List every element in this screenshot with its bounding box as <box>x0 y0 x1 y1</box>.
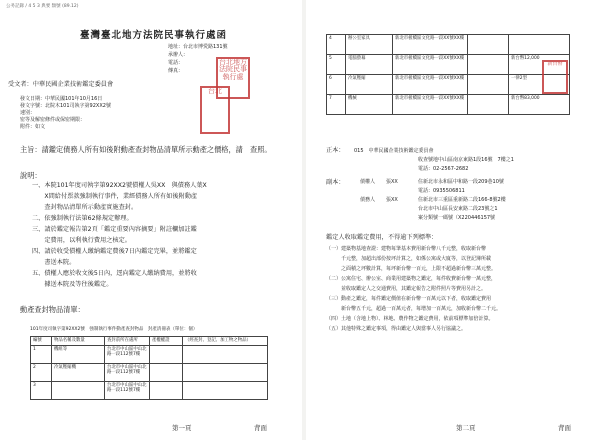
copy-role: 債務人 <box>360 197 376 203</box>
cc-line: 015 中華民國企業技術鑑定委員會 <box>354 148 434 154</box>
fee-item-line: （五）其他特殊之鑑定事項，得由鑑定人與當事人另行協議之。 <box>326 326 467 332</box>
fee-item-line: （四）土地（含地上物）、林地、農作物之鑑定費用，依前項標準加倍計算。 <box>326 316 494 322</box>
table-row <box>327 75 570 95</box>
row-number: 4 <box>327 35 346 55</box>
table-header-row <box>31 337 268 346</box>
item-line: 據送本院及等往後鑑定。 <box>32 281 113 288</box>
table-caption: 101年度司執字第92XX2號 強制執行事件動產查封物品 封產清冊表（單位：個） <box>30 327 198 332</box>
header-phone: 電話： <box>168 60 184 66</box>
page-back-label: 背面 <box>558 424 571 432</box>
recipient-line: 受文者：中華民國企業技術鑑定委員會 <box>8 81 114 88</box>
row-note <box>183 345 268 363</box>
item-line: 五、債權人應於收文後5日內，逕向鑑定人繳納費用，並將收 <box>32 270 197 277</box>
item-line: 定費用，以利執行費用之核定。 <box>32 237 131 244</box>
row-number: 3 <box>31 381 52 399</box>
header-cell: 查封前所在處所 <box>105 337 150 346</box>
row-item-name: 冷氣壓縮機 <box>52 363 105 381</box>
seal-stamp: 新台幣 <box>542 60 568 94</box>
meta-secrecy: 密等及解密條件或保密期限： <box>20 117 86 123</box>
court-seal-stamp: 台北地方法院民事執行處 <box>216 57 250 99</box>
row-number: 2 <box>31 363 52 381</box>
fee-item-line: （一）建築物基地查證：建物每筆基本費用新台幣八千元整，收取新台幣 <box>326 246 487 252</box>
fee-item-line: （三）動產之鑑定，每件鑑定價值在新台幣一百萬元以下者，收取鑑定費用 <box>326 296 492 302</box>
table-row <box>327 35 570 55</box>
header-cell: 物品名稱及數量 <box>52 337 105 346</box>
row-item-name: 機械 <box>346 95 393 115</box>
copy-name: 張XX <box>386 197 398 203</box>
page-number: 第一頁 <box>172 424 192 432</box>
subject-line: 主旨：請鑑定債務人所有如後附動產查封物品清單所示動產之價格，請 查照。 <box>20 145 272 154</box>
row-location: 台北市中山區中山北路一段112號7樓 <box>105 363 150 381</box>
item-line: 書送本院。 <box>32 259 76 266</box>
top-note: 公务記錄 / 4 5 3 典要 類號 (89.12) <box>6 4 79 9</box>
fee-item-line: （二）公寓住宅、辦公室、商業用建築物之鑑定，每件收費新台幣一萬元整， <box>326 276 497 282</box>
item-line: X間給付票款強制執行事件，業經債務人所有如後附動產 <box>32 193 198 200</box>
header-fax: 傳真： <box>168 68 184 74</box>
row-note <box>183 381 268 399</box>
copy-name: 張XX <box>386 179 398 185</box>
document-page-right <box>306 0 600 440</box>
row-location: 新北市板橋區文化路一段XX號XX樓 <box>393 95 468 115</box>
cc-label: 正本： <box>326 147 345 154</box>
cc-line: 收查號地中山區南京東路1段16號 7樓之1 <box>418 157 514 163</box>
fee-item-line: 千元整，加超出部份按坪計算之，如係公寓或大廈等，以登記簿所載 <box>326 256 492 262</box>
table-row <box>327 55 570 75</box>
meta-attachment: 附件：如文 <box>20 124 46 130</box>
table-row <box>31 363 268 381</box>
row-item-name: 辦公室家具 <box>346 35 393 55</box>
fee-item-line: 並收取鑑定人之交通費用，其鑑定報告之附件照片等費用另計之。 <box>326 286 487 292</box>
fee-item-line: 新台幣五千元，超過一百萬元者，每增加一百萬元，加收新台幣二千元。 <box>326 306 502 312</box>
item-line: 一、本院101年度司執字第92XX2號債權人吳XX 與債務人葉X <box>32 182 207 189</box>
row-number: 7 <box>327 95 346 115</box>
meta-date: 發文日期：中華民國101年10月16日 <box>20 96 103 102</box>
row-note <box>509 35 570 55</box>
seized-items-table <box>30 336 268 400</box>
row-location: 新北市板橋區文化路一段XX號XX樓 <box>393 75 468 95</box>
header-contact: 承辦人： <box>168 52 189 58</box>
row-location: 新北市板橋區文化路一段XX號XX樓 <box>393 55 468 75</box>
row-item-name: 電腦螢幕 <box>346 55 393 75</box>
row-note: 新台幣12,000 <box>509 55 570 75</box>
copy-extra: 案分類號一碼號（X220446157號 <box>418 215 496 221</box>
table-row <box>31 381 268 399</box>
row-number: 6 <box>327 75 346 95</box>
fee-item-line: 之面積之坪數計算，每坪新台幣一百元，上限不超過新台幣三萬元整。 <box>326 266 497 272</box>
copy-extra: 電話：0935506811 <box>418 188 465 194</box>
copy-label: 副本： <box>326 179 345 186</box>
page-back-label: 背面 <box>254 424 267 432</box>
table-row <box>327 95 570 115</box>
row-item-name <box>52 381 105 399</box>
row-location: 台北市中山區中山北路一段112號7樓 <box>105 381 150 399</box>
copy-address: 住新北市三重區重新路二段166-8號2樓 <box>418 197 506 203</box>
page-title: 臺灣臺北地方法院民事執行處函 <box>80 30 228 41</box>
copy-role: 債權人 <box>360 179 376 185</box>
row-note: 新台幣83,000 <box>509 95 570 115</box>
item-line: 二、依強制執行法第62條規定辦理。 <box>32 215 133 222</box>
list-title: 動產查封物品清單： <box>20 305 85 314</box>
table-row <box>31 345 268 363</box>
row-note <box>183 363 268 381</box>
copy-extra: 台北市中山區長安東路二段23號之1 <box>418 206 498 212</box>
header-cell: 產權權證 <box>150 337 183 346</box>
row-item-name: 冷氣壓縮 <box>346 75 393 95</box>
row-number: 1 <box>31 345 52 363</box>
row-number: 5 <box>327 55 346 75</box>
cc-line: 電話：02-2567-2682 <box>418 166 469 172</box>
page-number: 第二頁 <box>456 424 476 432</box>
meta-speed: 速別： <box>20 110 36 116</box>
row-item-name: 機組等 <box>52 345 105 363</box>
seized-items-table-continued <box>326 34 570 115</box>
item-line: 三、請於鑑定報告第2頁「鑑定重要內容摘要」附註欄加註鑑 <box>32 226 197 233</box>
item-line: 查封物品清單所示動產實施查封。 <box>32 204 138 211</box>
header-cell: 編號 <box>31 337 52 346</box>
fee-title: 鑑定人收取鑑定費用，不得逾下列標準： <box>326 234 438 241</box>
row-location: 台北市中山區中山北路一段112號7樓 <box>105 345 150 363</box>
header-cell: （經查封、登記、加工物之物品） <box>183 337 268 346</box>
item-line: 四、請於收受債權人繳納鑑定費後7日內鑑定完畢，並將鑑定 <box>32 248 197 255</box>
header-address: 地址：台北市博愛路131號 <box>168 44 228 50</box>
row-note: 一律2型 <box>509 75 570 95</box>
row-location: 新北市板橋區文化路一段XX號XX樓 <box>393 35 468 55</box>
copy-address: 住新北市永和區中和路一段209巷10號 <box>418 179 504 185</box>
description-label: 說明： <box>20 171 42 180</box>
meta-number: 發文字號：北院木101司執字第92XX2號 <box>20 103 111 109</box>
red-seal-stamp: 台北 <box>200 86 230 134</box>
